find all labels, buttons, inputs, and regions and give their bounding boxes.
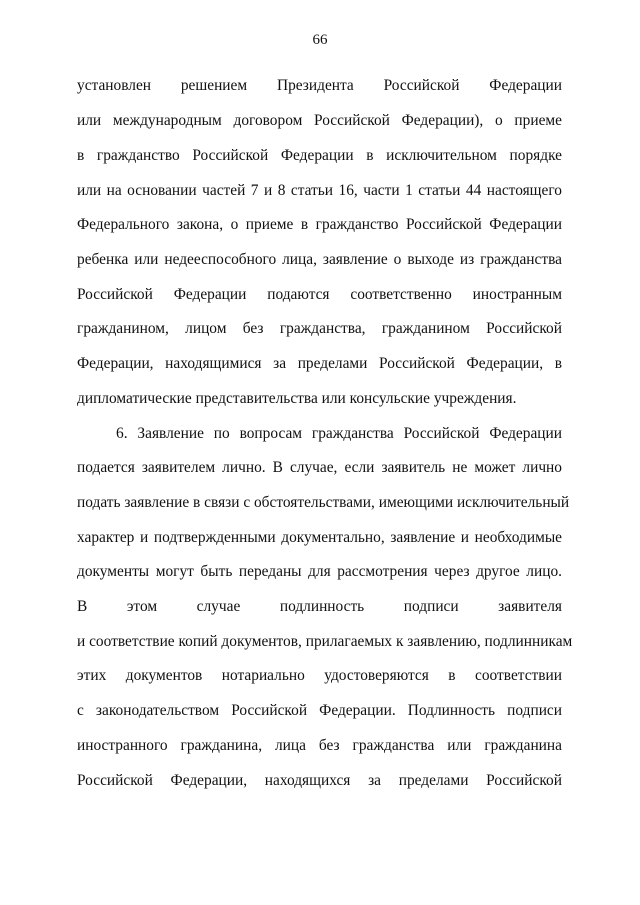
text-line: Российской Федерации подаются соответственно иностранным	[77, 286, 562, 303]
text-line: или на основании частей 7 и 8 статьи 16, части 1 статьи 44 настоящего	[77, 182, 562, 199]
text-line: с законодательством Российской Федерации. Подлинность подписи	[77, 702, 562, 719]
text-line: в гражданство Российской Федерации в исключительном порядке	[77, 147, 562, 164]
text-line: Федерального закона, о приеме в гражданство Российской Федерации	[77, 216, 562, 233]
text-line: гражданином, лицом без гражданства, гражданином Российской	[77, 320, 562, 337]
text-line: характер и подтвержденными документально, заявление и необходимые	[77, 529, 562, 546]
text-line: иностранного гражданина, лица без гражданства или гражданина	[77, 737, 562, 754]
text-line: и соответствие копий документов, прилагаемых к заявлению, подлинникам	[77, 633, 573, 650]
text-line: или международным договором Российской Федерации), о приеме	[77, 112, 562, 129]
text-line: документы могут быть переданы для рассмотрения через другое лицо.	[77, 563, 562, 580]
text-line: Федерации, находящимися за пределами Российской Федерации, в	[77, 355, 562, 372]
text-line: Российской Федерации, находящихся за пределами Российской	[77, 772, 562, 789]
text-line: В этом случае подлинность подписи заявителя	[77, 598, 562, 615]
text-line: подать заявление в связи с обстоятельствами, имеющими исключительный	[77, 494, 570, 511]
text-line: ребенка или недееспособного лица, заявление о выходе из гражданства	[77, 251, 562, 268]
paragraph-start-line: 6. Заявление по вопросам гражданства Российской Федерации	[116, 425, 562, 442]
text-line: установлен решением Президента Российской Федерации	[77, 77, 562, 94]
text-line: подается заявителем лично. В случае, если заявитель не может лично	[77, 459, 562, 476]
text-line: этих документов нотариально удостоверяются в соответствии	[77, 667, 562, 684]
text-line: дипломатические представительства или консульские учреждения.	[77, 390, 517, 407]
page-number: 66	[312, 32, 328, 48]
